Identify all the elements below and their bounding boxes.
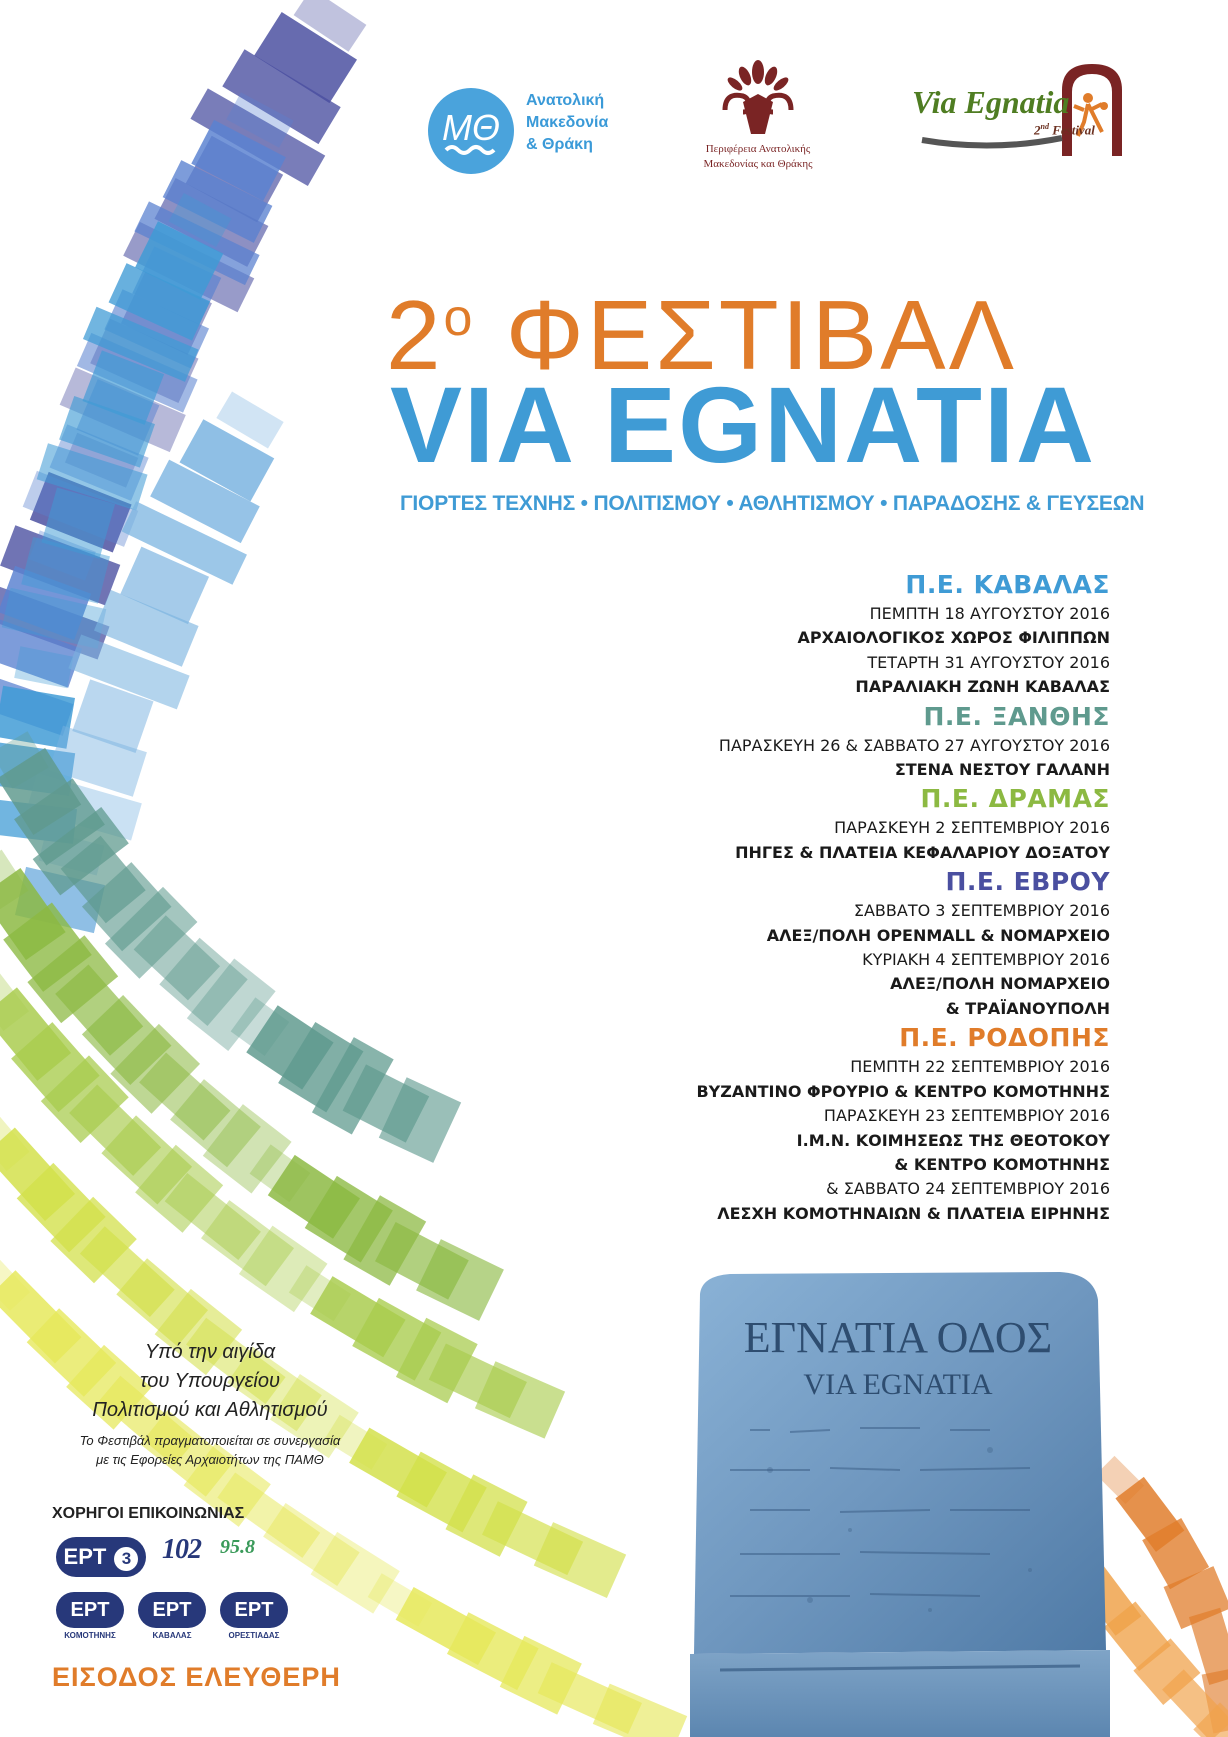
event-venue: ΠΑΡΑΛΙΑΚΗ ΖΩΝΗ ΚΑΒΑΛΑΣ bbox=[855, 677, 1110, 697]
radio-958-logo: 95.8 bbox=[220, 1536, 255, 1558]
radio-102-logo: 102 bbox=[162, 1534, 201, 1565]
amth-circle-icon bbox=[428, 88, 514, 174]
ert-local-logo: ΕΡΤ bbox=[138, 1592, 206, 1628]
ert-local-logo: ΕΡΤ bbox=[220, 1592, 288, 1628]
ert-local-city: ΟΡΕΣΤΙΑΔΑΣ bbox=[228, 1631, 280, 1640]
event-date: ΠΑΡΑΣΚΕΥΗ 26 & ΣΑΒΒΑΤΟ 27 ΑΥΓΟΥΣΤΟΥ 2016 bbox=[718, 735, 1110, 755]
event-date: ΤΕΤΑΡΤΗ 31 ΑΥΓΟΥΣΤΟΥ 2016 bbox=[867, 652, 1110, 672]
event-date: & ΣΑΒΒΑΤΟ 24 ΣΕΠΤΕΜΒΡΙΟΥ 2016 bbox=[826, 1179, 1110, 1199]
event-date: ΣΑΒΒΑΤΟ 3 ΣΕΠΤΕΜΒΡΙΟΥ 2016 bbox=[853, 901, 1110, 921]
festival-title-latin: VIA EGNATIA bbox=[390, 364, 1097, 485]
ert3-logo: ΕΡΤ 3 bbox=[56, 1537, 146, 1577]
aegis-line1: Υπό την αιγίδα bbox=[144, 1341, 276, 1363]
region-line1: Περιφέρεια Ανατολικής bbox=[705, 143, 811, 155]
event-venue: & ΚΕΝΤΡΟ ΚΟΜΟΤΗΝΗΣ bbox=[894, 1154, 1110, 1174]
ribbon-tile bbox=[593, 1684, 687, 1737]
amth-line1: Ανατολική bbox=[526, 92, 605, 109]
stone-inscription-1: ΕΓΝΑΤΙΑ ΟΔΟΣ bbox=[743, 1313, 1053, 1362]
event-venue: ΒΥΖΑΝΤΙΝΟ ΦΡΟΥΡΙΟ & ΚΕΝΤΡΟ ΚΟΜΟΤΗΝΗΣ bbox=[696, 1081, 1110, 1101]
amth-symbol: ΜΘ bbox=[442, 107, 500, 148]
event-date: ΚΥΡΙΑΚΗ 4 ΣΕΠΤΕΜΒΡΙΟΥ 2016 bbox=[862, 950, 1110, 970]
event-venue: Ι.Μ.Ν. ΚΟΙΜΗΣΕΩΣ ΤΗΣ ΘΕΟΤΟΚΟΥ bbox=[796, 1130, 1110, 1150]
event-date: ΠΕΜΠΤΗ 18 ΑΥΓΟΥΣΤΟΥ 2016 bbox=[869, 604, 1110, 623]
ert-local-city: ΚΟΜΟΤΗΝΗΣ bbox=[64, 1631, 116, 1640]
event-venue: ΑΛΕΞ/ΠΟΛΗ ΝΟΜΑΡΧΕΙΟ bbox=[890, 974, 1110, 994]
amth-logo bbox=[428, 80, 628, 170]
event-venue: ΑΡΧΑΙΟΛΟΓΙΚΟΣ ΧΩΡΟΣ ΦΙΛΙΠΠΩΝ bbox=[797, 628, 1110, 648]
region-heading: Π.Ε. ΞΑΝΘΗΣ bbox=[923, 701, 1110, 731]
festival-logo-sub: 2nd Festival bbox=[1034, 122, 1095, 138]
region-heading: Π.Ε. ΕΒΡΟΥ bbox=[945, 867, 1110, 897]
event-venue: ΑΛΕΞ/ΠΟΛΗ OPENMALL & ΝΟΜΑΡΧΕΙΟ bbox=[766, 925, 1110, 945]
ert-local-logo: ΕΡΤ bbox=[56, 1592, 124, 1628]
stone-inscription-2: VIA EGNATIA bbox=[803, 1368, 993, 1401]
ert-local-city: ΚΑΒΑΛΑΣ bbox=[152, 1631, 192, 1640]
region-heading: Π.Ε. ΔΡΑΜΑΣ bbox=[920, 784, 1110, 814]
aegis-block bbox=[30, 1338, 390, 1469]
region-line2: Μακεδονίας και Θράκης bbox=[703, 158, 813, 170]
event-venue: & ΤΡΑΪΑΝΟΥΠΟΛΗ bbox=[945, 998, 1110, 1018]
free-entry: ΕΙΣΟΔΟΣ ΕΛΕΥΘΕΡΗ bbox=[52, 1662, 341, 1692]
amth-line2: Μακεδονία bbox=[526, 114, 609, 131]
festival-title: $2^o$ ΦΕΣΤΙΒΑΛ bbox=[386, 280, 1018, 390]
event-venue: ΛΕΣΧΗ ΚΟΜΟΤΗΝΑΙΩΝ & ΠΛΑΤΕΙΑ ΕΙΡΗΝΗΣ bbox=[717, 1203, 1110, 1223]
region-logo bbox=[668, 58, 848, 178]
amth-line3: & Θράκη bbox=[526, 136, 593, 153]
festival-logo-name: Via Egnatia bbox=[912, 84, 1070, 120]
event-venue: ΣΤΕΝΑ ΝΕΣΤΟΥ ΓΑΛΑΝΗ bbox=[894, 760, 1110, 780]
event-date: ΠΑΡΑΣΚΕΥΗ 23 ΣΕΠΤΕΜΒΡΙΟΥ 2016 bbox=[823, 1106, 1110, 1126]
festival-logo bbox=[912, 60, 1152, 160]
ert3-num: 3 bbox=[114, 1547, 138, 1571]
event-date: ΠΕΜΠΤΗ 22 ΣΕΠΤΕΜΒΡΙΟΥ 2016 bbox=[850, 1057, 1110, 1077]
schedule-list bbox=[390, 568, 1110, 1226]
sponsors-title: ΧΟΡΗΓΟΙ ΕΠΙΚΟΙΝΩΝΙΑΣ bbox=[52, 1505, 245, 1522]
festival-subtitle: ΓΙΟΡΤΕΣ ΤΕΧΝΗΣ • ΠΟΛΙΤΙΣΜΟΥ • ΑΘΛΗΤΙΣΜΟΥ • ΠΑΡΑΔΟΣΗΣ & ΓΕΥΣΕΩΝ bbox=[400, 492, 1145, 515]
anthemion-icon bbox=[713, 58, 803, 138]
event-date: ΠΑΡΑΣΚΕΥΗ 2 ΣΕΠΤΕΜΒΡΙΟΥ 2016 bbox=[834, 818, 1110, 838]
milestone-image bbox=[690, 1270, 1110, 1737]
aegis-note2: με τις Εφορείες Αρχαιοτήτων της ΠΑΜΘ bbox=[96, 1452, 324, 1467]
event-venue: ΠΗΓΕΣ & ΠΛΑΤΕΙΑ ΚΕΦΑΛΑΡΙΟΥ ΔΟΞΑΤΟΥ bbox=[735, 842, 1110, 862]
aegis-note1: Το Φεστιβάλ πραγματοποιείται σε συνεργασία bbox=[79, 1433, 341, 1448]
region-heading: Π.Ε. ΚΑΒΑΛΑΣ bbox=[905, 570, 1110, 599]
aegis-line3: Πολιτισμού και Αθλητισμού bbox=[92, 1399, 328, 1421]
region-heading: Π.Ε. ΡΟΔΟΠΗΣ bbox=[899, 1023, 1110, 1053]
aegis-line2: του Υπουργείου bbox=[140, 1370, 280, 1392]
